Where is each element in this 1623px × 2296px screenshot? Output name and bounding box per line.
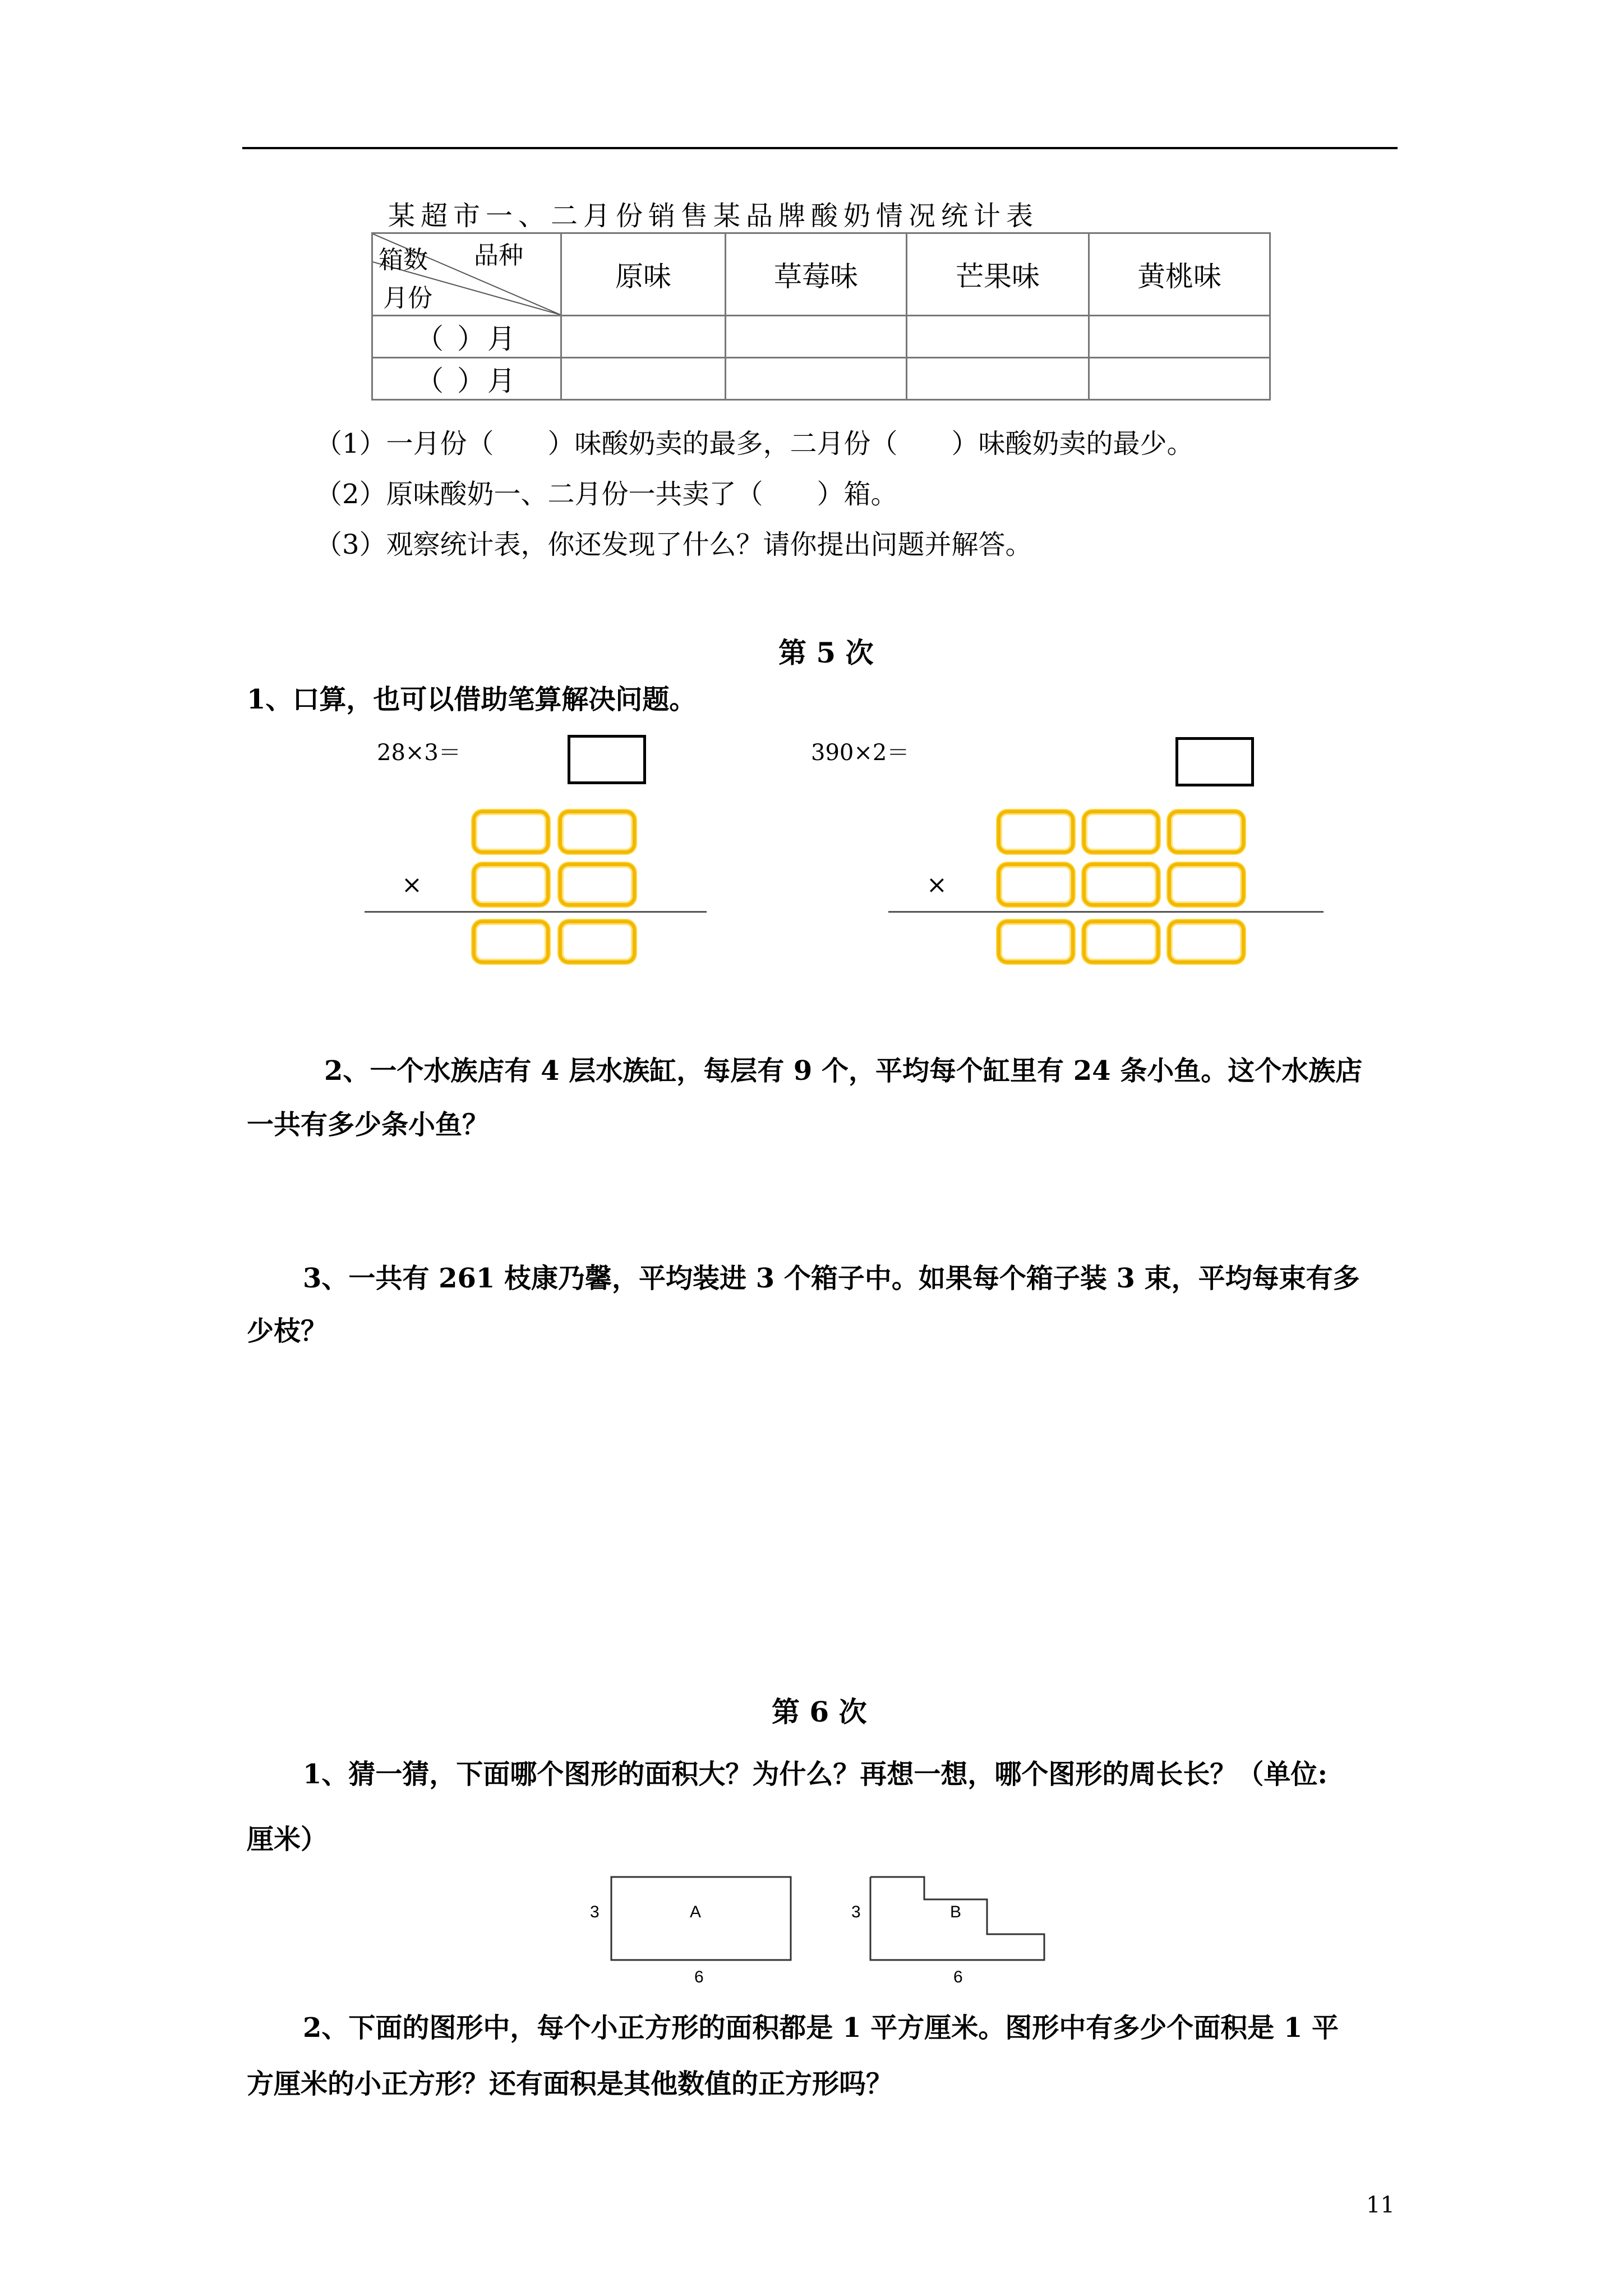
col-header: 芒果味 bbox=[907, 233, 1089, 316]
section-6-q2-line1: 2、下面的图形中，每个小正方形的面积都是 1 平方厘米。图形中有多少个面积是 1 平 bbox=[303, 2012, 1339, 2044]
digit-box[interactable] bbox=[997, 810, 1075, 854]
section-6-q1-line1: 1、猜一猜，下面哪个图形的面积大？为什么？再想一想，哪个图形的周长长？（单位: bbox=[303, 1759, 1328, 1790]
digit-box[interactable] bbox=[1168, 863, 1245, 907]
table-cell[interactable] bbox=[1089, 358, 1270, 400]
digit-box[interactable] bbox=[1082, 920, 1160, 964]
digit-box[interactable] bbox=[1168, 810, 1245, 854]
digit-box[interactable] bbox=[472, 920, 550, 964]
table-cell[interactable] bbox=[561, 316, 726, 358]
section-6-q1-line2: 厘米） bbox=[247, 1824, 328, 1855]
corner-label-variety: 品种 bbox=[474, 241, 523, 270]
calc-1-line bbox=[365, 911, 707, 913]
digit-box[interactable] bbox=[559, 920, 636, 964]
page-number: 11 bbox=[1366, 2192, 1395, 2218]
digit-box[interactable] bbox=[1082, 810, 1160, 854]
calc-2-expression: 390×2＝ bbox=[811, 740, 910, 766]
digit-box[interactable] bbox=[559, 863, 636, 907]
table-cell[interactable] bbox=[907, 358, 1089, 400]
row-label: （ ）月 bbox=[372, 358, 561, 400]
digit-box[interactable] bbox=[1082, 863, 1160, 907]
header-rule bbox=[242, 147, 1398, 149]
calc-2-line bbox=[888, 911, 1324, 913]
digit-box[interactable] bbox=[997, 863, 1075, 907]
shape-a-width-label: 6 bbox=[694, 1968, 704, 1986]
section-5-q1: 1、口算，也可以借助笔算解决问题。 bbox=[247, 684, 697, 715]
calc-1-answer-box[interactable] bbox=[568, 735, 646, 784]
question-4-2: （2）原味酸奶一、二月份一共卖了（ ）箱。 bbox=[315, 478, 898, 510]
shape-a-label: A bbox=[690, 1903, 702, 1921]
col-header: 黄桃味 bbox=[1089, 233, 1270, 316]
section-5-q2-line1: 2、一个水族店有 4 层水族缸，每层有 9 个，平均每个缸里有 24 条小鱼。这个水族店 bbox=[324, 1055, 1363, 1087]
section-5-q2-line2: 一共有多少条小鱼？ bbox=[247, 1109, 490, 1140]
table-cell[interactable] bbox=[561, 358, 726, 400]
calc-1-expression: 28×3＝ bbox=[377, 740, 461, 766]
table-row bbox=[372, 316, 1270, 358]
col-header: 草莓味 bbox=[726, 233, 907, 316]
table-title: 某超市一、二月份销售某品牌酸奶情况统计表 bbox=[388, 200, 1039, 232]
digit-box[interactable] bbox=[559, 810, 636, 854]
col-header: 原味 bbox=[561, 233, 726, 316]
shape-b-label: B bbox=[950, 1903, 962, 1921]
table-cell[interactable] bbox=[907, 316, 1089, 358]
shape-b-width-label: 6 bbox=[953, 1968, 963, 1986]
question-4-1: （1）一月份（ ）味酸奶卖的最多，二月份（ ）味酸奶卖的最少。 bbox=[315, 428, 1194, 459]
multiply-sign: × bbox=[402, 871, 422, 899]
section-6-title: 第 6 次 bbox=[772, 1695, 867, 1728]
shapes-figure bbox=[606, 1874, 1054, 1975]
digit-box[interactable] bbox=[472, 810, 550, 854]
sales-table bbox=[371, 232, 1271, 401]
shape-b-height-label: 3 bbox=[851, 1903, 861, 1921]
corner-label-boxes: 箱数 bbox=[379, 246, 428, 274]
section-5-q3-line1: 3、一共有 261 枝康乃馨，平均装进 3 个箱子中。如果每个箱子装 3 束，平均每束有多 bbox=[303, 1263, 1360, 1294]
table-cell[interactable] bbox=[726, 316, 907, 358]
table-row bbox=[372, 358, 1270, 400]
multiply-sign: × bbox=[926, 871, 947, 899]
table-corner-cell bbox=[372, 233, 561, 316]
digit-box[interactable] bbox=[997, 920, 1075, 964]
section-5-title: 第 5 次 bbox=[778, 636, 874, 669]
calc-2-answer-box[interactable] bbox=[1175, 737, 1254, 786]
section-6-q2-line2: 方厘米的小正方形？还有面积是其他数值的正方形吗？ bbox=[247, 2068, 893, 2100]
table-cell[interactable] bbox=[726, 358, 907, 400]
row-label: （ ）月 bbox=[372, 316, 561, 358]
digit-box[interactable] bbox=[1168, 920, 1245, 964]
corner-label-month: 月份 bbox=[383, 284, 432, 312]
digit-box[interactable] bbox=[472, 863, 550, 907]
shape-a-height-label: 3 bbox=[590, 1903, 600, 1921]
section-5-q3-line2: 少枝？ bbox=[247, 1315, 328, 1347]
table-cell[interactable] bbox=[1089, 316, 1270, 358]
question-4-3: （3）观察统计表，你还发现了什么？请你提出问题并解答。 bbox=[315, 529, 1032, 560]
